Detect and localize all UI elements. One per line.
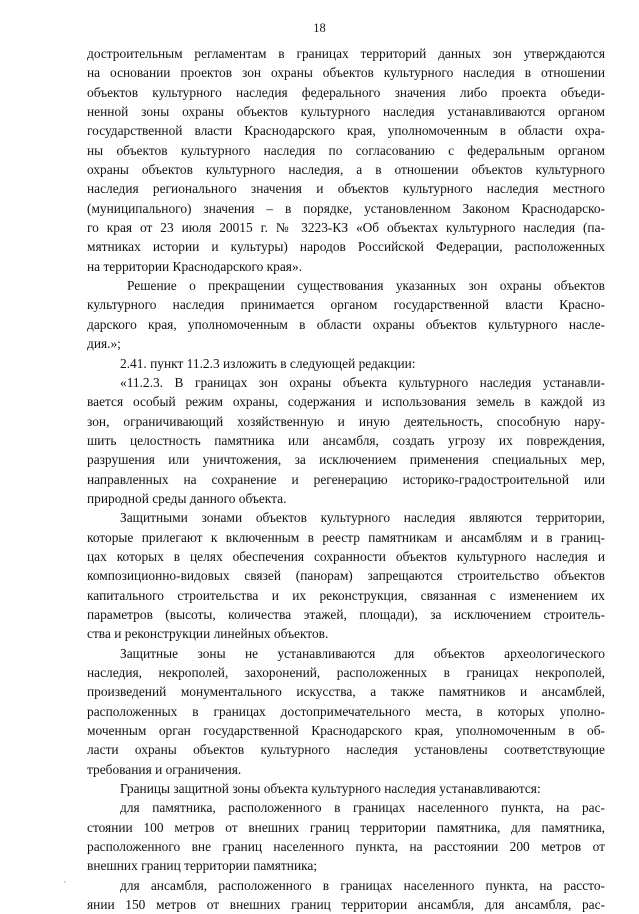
text-line: на основании проектов зон охраны объектов культурного наследия в отношении [87,65,605,81]
text-line: композиционно-видовых связей (панорам) запрещаются строительство объектов [87,568,605,584]
text-line: ласти охраны объектов культурного наследия установлены соответствующие [87,742,605,758]
text-line: параметров (высоты, количества этажей, площади), за исключением строитель- [87,606,605,622]
text-line: Защитные зоны не устанавливаются для объектов археологического [120,645,605,661]
text-line: наследия, некрополей, захоронений, расположенных в границах некрополей, [87,665,605,680]
text-line: дарского края, уполномоченным в области охраны объектов культурного насле- [87,316,605,332]
text-line: культурного наследия принимается органом государственной власти Красно- [87,297,605,313]
text-line: моченным орган государственной Краснодарского края, уполномоченным в об- [87,723,605,739]
text-line: цах которых в целях обеспечения сохранности объектов культурного наследия и [87,548,605,564]
text-line: Защитными зонами объектов культурного наследия являются территории, [120,510,605,526]
text-line: янии 150 метров от внешних границ территории ансамбля, для ансамбля, рас- [87,897,605,913]
text-line: охраны объектов культурного наследия, а в отношении объектов культурного [87,162,605,178]
text-line: для ансамбля, расположенного в границах населенного пункта, на рассто- [120,877,605,893]
text-line: на территории Краснодарского края». [87,258,303,274]
text-line: объектов культурного наследия федерального значения либо проекта объеди- [87,84,605,100]
text-line: направленных на сохранение и регенерацию историко-градостроительной или [87,471,605,487]
text-line: 2.41. пункт 11.2.3 изложить в следующей редакции: [120,355,416,371]
text-line: наследия регионального значения и объектов культурного наследия местного [87,181,605,197]
text-line: расположенного вне границ населенного пункта, на расстоянии 200 метров от [87,839,605,855]
text-line: которые прилегают к включенным в реестр памятникам и ансамблям и в границ- [87,529,605,545]
text-line: ненной зоны охраны объектов культурного наследия устанавливаются органом [87,104,605,120]
text-line: зон, ограничивающий хозяйственную и иную деятельность, способную нару- [87,413,605,429]
text-line: государственной власти Краснодарского края, уполномоченным в области охра- [87,123,605,139]
text-line: для памятника, расположенного в границах населенного пункта, на рас- [120,800,605,816]
text-line: дия.»; [87,336,121,352]
text-line: шить целостность памятника или ансамбля, создать угрозу их повреждения, [87,432,605,448]
text-line: (муниципального) значения – в порядке, установленном Законом Краснодарско- [87,200,605,216]
text-line: ства и реконструкции линейных объектов. [87,626,329,642]
text-line: капитального строительства и их реконструкция, связанная с изменением их [87,587,605,603]
text-line: внешних границ территории памятника; [87,858,318,874]
text-line: требования и ограничения. [87,761,242,777]
text-line: стоянии 100 метров от внешних границ территории памятника, для памятника, [87,819,605,835]
text-line: природной среды данного объекта. [87,490,287,506]
text-line: ны объектов культурного наследия по согласованию с федеральным органом [87,142,605,158]
text-line: Решение о прекращении существования указанных зон охраны объектов [127,278,605,294]
scan-speck [64,881,66,883]
document-text-body [87,44,605,914]
text-line: го края от 23 июля 20015 г. № 3223-КЗ «Об объектах культурного наследия (па- [87,220,605,236]
text-line: Границы защитной зоны объекта культурного наследия устанавливаются: [120,781,541,797]
page-number: 18 [313,21,326,35]
text-line: вается особый режим охраны, содержания и использования земель в каждой из [87,394,605,410]
text-line: достроительным регламентам в границах территорий данных зон утверждаются [87,46,605,61]
text-line: мятниках истории и культуры) народов Российской Федерации, расположенных [87,239,605,255]
text-line: расположенных в границах достопримечательного места, в которых уполно- [87,703,605,719]
text-line: произведений монументального искусства, а также памятников и ансамблей, [87,684,605,700]
text-line: разрушения или уничтожения, за исключением применения специальных мер, [87,452,605,468]
text-line: «11.2.3. В границах зон охраны объекта культурного наследия устанавли- [120,374,605,390]
